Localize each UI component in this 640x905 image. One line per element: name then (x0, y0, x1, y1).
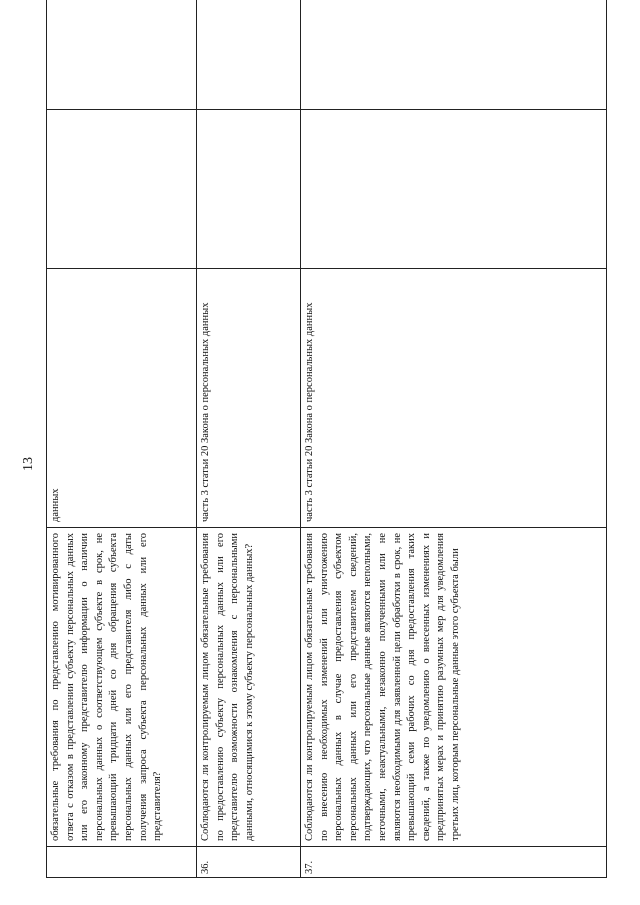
row-number: 37. (301, 847, 607, 878)
table-row (197, 0, 301, 878)
answer-cell (197, 110, 301, 269)
question-cell: обязательные требования по представлению мотивированного ответа с отказом в представлении субъекту персональных данных или его законному представителю информации о наличии персональных данных о соответствующем субъекте в срок, не превышающий тридцати дней со дня обращения субъекта персональных данных или его представителя либо с даты получения запроса субъекта персональных данных или его представителя? (47, 528, 197, 847)
note-cell (197, 0, 301, 110)
question-cell: Соблюдаются ли контролируемым лицом обязательные требования по предоставлению субъекту персональных данных или его представителю возможности ознакомления с персональными данными, относящимися к этому субъекту персональных данных? (197, 528, 301, 847)
row-number: 36. (197, 847, 301, 878)
note-cell (301, 0, 607, 110)
checklist-page (46, 8, 606, 878)
law-reference-cell: данных (47, 269, 197, 528)
page-number: 13 (21, 457, 36, 471)
law-reference-cell: часть 3 статьи 20 Закона о персональных данных (197, 269, 301, 528)
question-cell: Соблюдаются ли контролируемым лицом обязательные требования по внесению необходимых изменений или уничтожению персональных данных в случае предоставления субъектом персональных данных или его представителем сведений, подтверждающих, что персональные данные являются неполными, неточными, неактуальными, незаконно полученными или не являются необходимыми для заявленной цели обработки в срок, не превышающий семи рабочих со дня предоставления таких сведений, а также по уведомлению о внесенных изменениях и предпринятых мерах и принятию разумных мер для уведомления третьих лиц, которым персональные данные этого субъекта были (301, 528, 607, 847)
law-reference-cell: часть 3 статьи 20 Закона о персональных данных (301, 269, 607, 528)
answer-cell (301, 110, 607, 269)
row-number (47, 847, 197, 878)
table-row (301, 0, 607, 878)
table-row (47, 0, 197, 878)
note-cell (47, 0, 197, 110)
answer-cell (47, 110, 197, 269)
checklist-table (46, 0, 607, 878)
